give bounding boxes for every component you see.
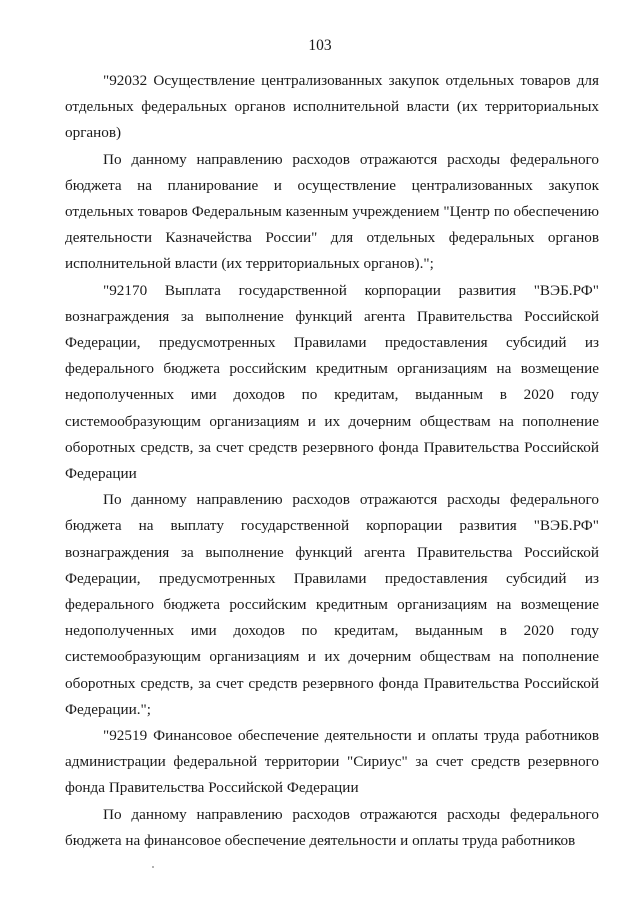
paragraph-92032-description: По данному направлению расходов отражаются расходы федерального бюджета на планирование и осуществление централизованных закупок отдельных товаров Федеральным казенным учреждением "Центр по обеспечению деятельности Казначейства России" для отдельных федеральных органов исполнительной власти (их территориальных органов)."; [65,150,599,273]
paragraph-92170-heading: "92170 Выплата государственной корпорации развития "ВЭБ.РФ" вознаграждения за выполнение функций агента Правительства Российской Федерации, предусмотренных Правилами предоставления субсидий из федерального бюджета российским кредитным организациям на возмещение недополученных ими доходов по кредитам, выданным в 2020 году системообразующим организациям и их дочерним обществам на пополнение оборотных средств, за счет средств резервного фонда Правительства Российской Федерации [65,281,599,483]
scan-speck [152,866,154,868]
paragraph-92170-description: По данному направлению расходов отражаются расходы федерального бюджета на выплату государственной корпорации развития "ВЭБ.РФ" вознаграждения за выполнение функций агента Правительства Российской Федерации, предусмотренных Правилами предоставления субсидий из федерального бюджета российским кредитным организациям на возмещение недополученных ими доходов по кредитам, выданным в 2020 году системообразующим организациям и их дочерним обществам на пополнение оборотных средств, за счет средств резервного фонда Правительства Российской Федерации."; [65,491,599,718]
paragraph-92519-heading: "92519 Финансовое обеспечение деятельности и оплаты труда работников администрации федеральной территории "Сириус" за счет средств резервного фонда Правительства Российской Федерации [65,727,599,797]
paragraph-92519-description: По данному направлению расходов отражаются расходы федерального бюджета на финансовое обеспечение деятельности и оплаты труда работников [65,805,599,849]
document-body [65,68,599,854]
paragraph-92032-heading: "92032 Осуществление централизованных закупок отдельных товаров для отдельных федеральных органов исполнительной власти (их территориальных органов) [65,72,599,142]
page-number: 103 [308,37,332,54]
